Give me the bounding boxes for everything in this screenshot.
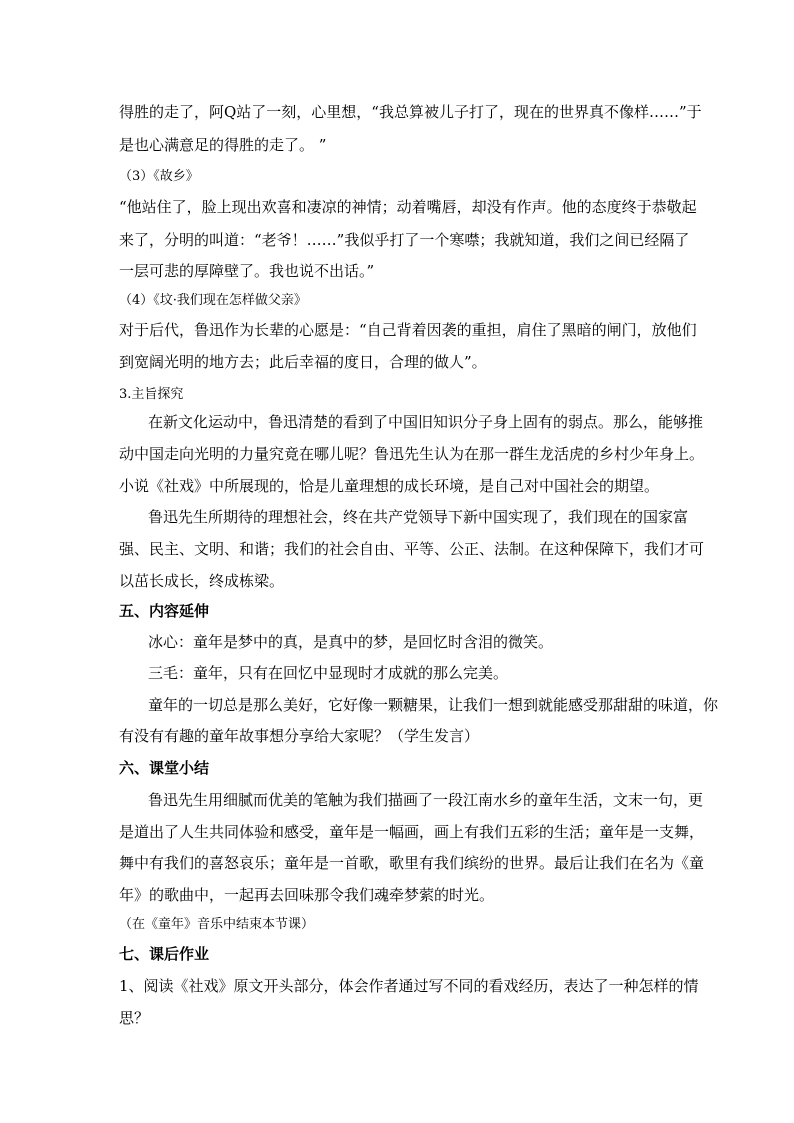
text-line: 是道出了人生共同体验和感受，童年是一幅画，画上有我们五彩的生活；童年是一支舞，	[119, 823, 705, 841]
text-line: 年》的歌曲中，一起再去回味那令我们魂牵梦萦的时光。	[119, 886, 495, 904]
text-line: 以茁长成长，终成栋梁。	[119, 572, 285, 590]
text-line: “他站住了，脸上现出欢喜和凄凉的神情；动着嘴唇，却没有作声。他的态度终于恭敬起	[119, 198, 697, 216]
text-line: 思？	[119, 1009, 150, 1027]
text-line: 来了，分明的叫道：“老爷！……”我似乎打了一个寒噤；我就知道，我们之间已经隔了	[119, 231, 690, 249]
text-line: 鲁迅先生所期待的理想社会，终在共产党领导下新中国实现了，我们现在的国家富	[148, 508, 689, 526]
text-line: 得胜的走了，阿Q站了一刻，心里想，“我总算被儿子打了，现在的世界真不像样……”于	[119, 103, 702, 121]
section-heading: 六、课堂小结	[119, 759, 210, 777]
text-line: 到宽阔光明的地方去；此后幸福的度日，合理的做人”。	[119, 353, 487, 371]
text-line: 在新文化运动中，鲁迅清楚的看到了中国旧知识分子身上固有的弱点。那么，能够推	[148, 413, 704, 431]
text-line: 小说《社戏》中所展现的，恰是儿童理想的成长环境，是自己对中国社会的期望。	[119, 477, 660, 495]
text-line: （3）《故乡》	[119, 169, 199, 184]
section-heading: 3.主旨探究	[119, 387, 184, 402]
text-line: 舞中有我们的喜怒哀乐；童年是一首歌，歌里有我们缤纷的世界。最后让我们在名为《童	[119, 854, 705, 872]
text-line: （在《童年》音乐中结束本节课）	[119, 917, 315, 932]
text-line: 强、民主、文明、和谐；我们的社会自由、平等、公正、法制。在这种保障下，我们才可	[119, 540, 705, 558]
section-heading: 七、课后作业	[119, 945, 210, 963]
text-line: 一层可悲的厚障壁了。我也说不出话。”	[119, 262, 375, 280]
text-line: 对于后代，鲁迅作为长辈的心愿是：“自己背着因袭的重担，肩住了黑暗的闸门，放他们	[119, 321, 697, 339]
text-line: 1、阅读《社戏》原文开头部分，体会作者通过写不同的看戏经历，表达了一种怎样的情	[119, 977, 699, 995]
text-line: （4）《坟·我们现在怎样做父亲》	[119, 293, 307, 308]
text-line: 是也心满意足的得胜的走了。 ”	[119, 136, 327, 154]
text-line: 童年的一切总是那么美好，它好像一颗糖果，让我们一想到就能感受那甜甜的味道，你	[148, 696, 719, 714]
text-line: 三毛：童年，只有在回忆中显现时才成就的那么完美。	[148, 664, 509, 682]
section-heading: 五、内容延伸	[119, 602, 210, 620]
text-line: 鲁迅先生用细腻而优美的笔触为我们描画了一段江南水乡的童年生活，文末一句，更	[148, 791, 704, 809]
text-line: 动中国走向光明的力量究竟在哪儿呢？鲁迅先生认为在那一群生龙活虎的乡村少年身上。	[119, 445, 705, 463]
text-line: 有没有有趣的童年故事想分享给大家呢？（学生发言）	[119, 727, 480, 745]
text-line: 冰心：童年是梦中的真，是真中的梦，是回忆时含泪的微笑。	[148, 633, 554, 651]
